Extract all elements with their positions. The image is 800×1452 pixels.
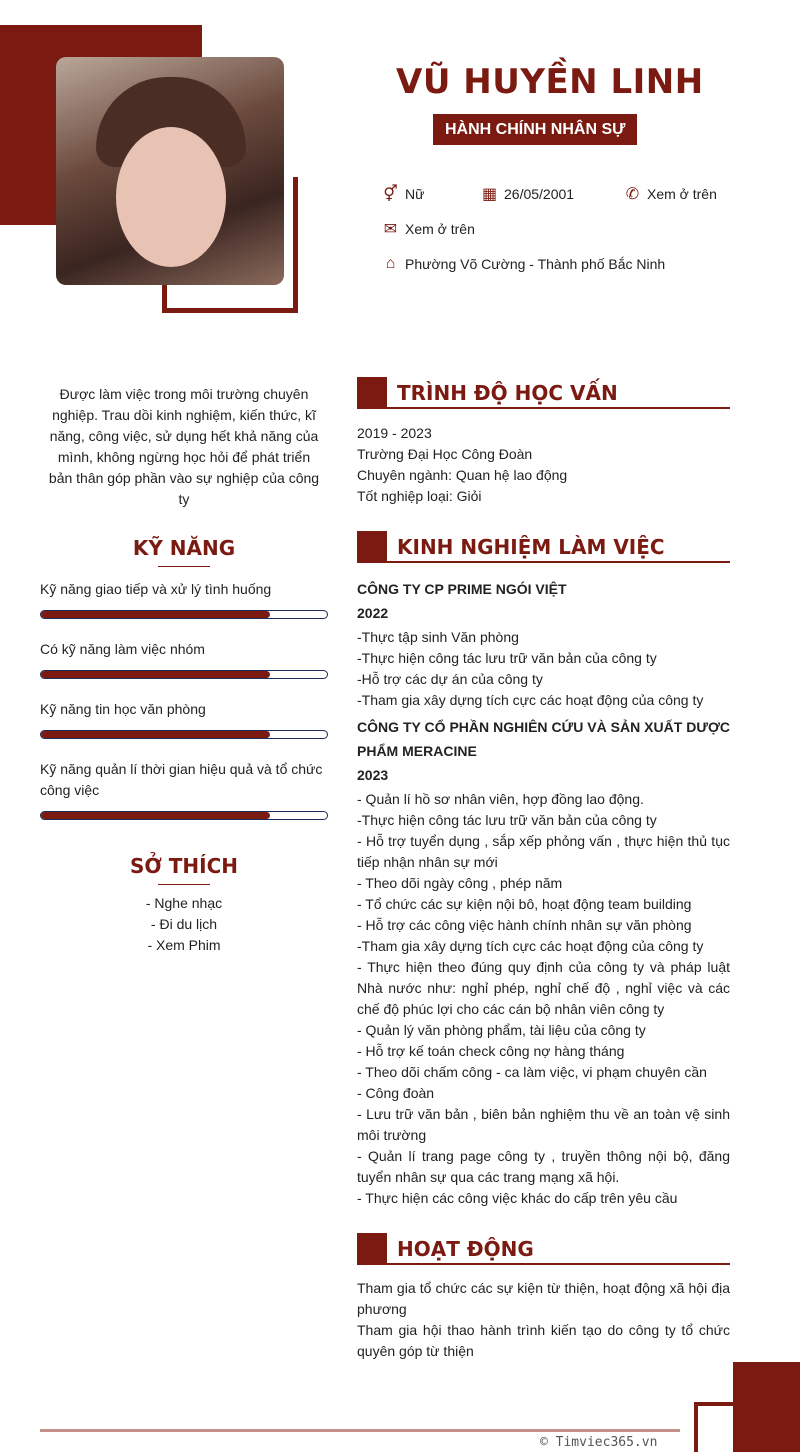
skill-label: Kỹ năng tin học văn phòng: [40, 701, 206, 717]
skill-label: Kỹ năng giao tiếp và xử lý tình huống: [40, 581, 272, 597]
skill-bar-fill: [41, 812, 270, 819]
job-duty: -Thực tập sinh Văn phòng: [357, 629, 519, 645]
home-icon: ⌂: [385, 254, 396, 272]
skill-item: [40, 639, 328, 679]
skill-label: Có kỹ năng làm việc nhóm: [40, 641, 205, 657]
job-duty: -Thực hiện công tác lưu trữ văn bản của công ty: [357, 812, 657, 828]
edu-grade: Tốt nghiệp loại: Giỏi: [357, 488, 482, 504]
hobby-item: - Xem Phim: [147, 937, 221, 953]
skills-section: [40, 536, 328, 820]
header: [0, 0, 800, 377]
skill-label: Kỹ năng quản lí thời gian hiệu quả và tổ chức công việc: [40, 761, 323, 798]
edu-school: Trường Đại Học Công Đoàn: [357, 446, 533, 462]
skill-bar: [40, 730, 328, 739]
job-duty: - Hỗ trợ các công việc hành chính nhân sự văn phòng: [357, 917, 692, 933]
skill-bar-fill: [41, 731, 270, 738]
skills-title: KỸ NĂNG: [132, 536, 236, 560]
activities-title: HOẠT ĐỘNG: [397, 1237, 534, 1261]
footer: [0, 1362, 800, 1452]
job-duty: - Thực hiện theo đúng quy định của công ty và pháp luật Nhà nước như: nghỉ phép, nghỉ chế độ , nghỉ việc và các chế độ phúc lợi cho các cán bộ nhân viên công ty: [357, 959, 730, 1017]
education-section: [357, 377, 730, 507]
job-duty: - Hỗ trợ tuyển dụng , sắp xếp phỏng vấn , thực hiện thủ tục tiếp nhận nhân sự mới: [357, 833, 730, 870]
job-duty: - Quản lí hồ sơ nhân viên, hợp đồng lao động.: [357, 791, 644, 807]
footer-line: [40, 1429, 680, 1432]
skill-item: [40, 759, 328, 820]
hobby-item: - Đi du lịch: [150, 916, 218, 932]
job-title: HÀNH CHÍNH NHÂN SỰ: [433, 114, 637, 145]
objective: Được làm việc trong môi trường chuyên nghiệp. Trau dồi kinh nghiệm, kiến thức, kĩ năng, công việc, sử dụng hết khả năng của mình, không ngừng học hỏi để phát triển bản thân góp phần vào sự nghiệp của công ty: [48, 386, 320, 507]
job-duty: -Tham gia xây dựng tích cực các hoạt động của công ty: [357, 938, 704, 954]
job-year: 2022: [357, 605, 389, 621]
skill-bar: [40, 670, 328, 679]
job-company: CÔNG TY CP PRIME NGÓI VIỆT: [357, 581, 567, 597]
job-entry: [357, 715, 730, 1209]
address-value: Phường Võ Cường - Thành phố Bắc Ninh: [405, 255, 666, 272]
job-duty: - Tổ chức các sự kiện nội bô, hoạt động team building: [357, 896, 692, 912]
edu-major: Chuyên ngành: Quan hệ lao động: [357, 467, 568, 483]
job-duty: - Theo dõi ngày công , phép năm: [357, 875, 563, 891]
job-duty: - Thực hiện các công việc khác do cấp trên yêu cầu: [357, 1190, 678, 1206]
gender-icon: ⚥: [383, 185, 398, 203]
job-duty: -Hỗ trợ các dự án của công ty: [357, 671, 543, 687]
hobbies-section: [40, 854, 328, 956]
right-column: [357, 377, 730, 1362]
job-company: CÔNG TY CỔ PHẦN NGHIÊN CỨU VÀ SẢN XUẤT DƯỢC PHẨM MERACINE: [357, 719, 730, 759]
phone-value: Xem ở trên: [647, 185, 717, 202]
job-duty: - Hỗ trợ kế toán check công nợ hàng tháng: [357, 1043, 625, 1059]
phone: [623, 185, 717, 202]
skill-bar: [40, 610, 328, 619]
experience-title: KINH NGHIỆM LÀM VIỆC: [397, 535, 665, 559]
activity-item: Tham gia hội thao hành trình kiến tạo do công ty tổ chức quyên góp từ thiện: [357, 1322, 730, 1359]
job-duty: - Quản lý văn phòng phẩm, tài liệu của công ty: [357, 1022, 646, 1038]
job-duty: -Thực hiện công tác lưu trữ văn bản của công ty: [357, 650, 657, 666]
avatar: [56, 57, 284, 285]
job-entry: [357, 577, 730, 711]
candidate-name: VŨ HUYỀN LINH: [396, 62, 704, 102]
skill-bar-fill: [41, 671, 270, 678]
dob-value: 26/05/2001: [504, 185, 575, 202]
gender-value: Nữ: [405, 185, 425, 202]
email: [381, 220, 475, 237]
phone-icon: ✆: [625, 185, 640, 203]
activities-section: [357, 1233, 730, 1362]
job-duty: - Lưu trữ văn bản , biên bản nghiệm thu về an toàn vệ sinh môi trường: [357, 1106, 730, 1143]
main-content: [0, 377, 800, 1362]
education-title: TRÌNH ĐỘ HỌC VẤN: [397, 381, 618, 405]
skill-item: [40, 699, 328, 739]
experience-section: [357, 531, 730, 1209]
mail-icon: ✉: [383, 220, 398, 238]
dob: [480, 185, 574, 202]
left-column: [40, 377, 328, 956]
hobbies-title: SỞ THÍCH: [129, 854, 239, 878]
address: [381, 255, 665, 272]
job-year: 2023: [357, 767, 389, 783]
calendar-icon: ▦: [481, 185, 498, 203]
email-value: Xem ở trên: [405, 220, 475, 237]
skill-item: [40, 579, 328, 619]
skill-bar: [40, 811, 328, 820]
footer-block: [733, 1362, 800, 1452]
skill-bar-fill: [41, 611, 270, 618]
gender: [381, 185, 424, 202]
hobby-item: - Nghe nhạc: [145, 895, 223, 911]
job-duty: - Công đoàn: [357, 1085, 435, 1101]
job-duty: - Quản lí trang page công ty , truyền thông nội bộ, đăng tuyển nhân sự qua các trang mạng xã hội.: [357, 1148, 730, 1185]
job-duty: - Theo dõi chấm công - ca làm việc, vi phạm chuyên cần: [357, 1064, 707, 1080]
watermark: © Timviec365.vn: [540, 1435, 658, 1450]
job-duty: -Tham gia xây dựng tích cực các hoạt động của công ty: [357, 692, 704, 708]
edu-years: 2019 - 2023: [357, 425, 432, 441]
activity-item: Tham gia tổ chức các sự kiện từ thiện, hoạt động xã hội địa phương: [357, 1280, 730, 1317]
